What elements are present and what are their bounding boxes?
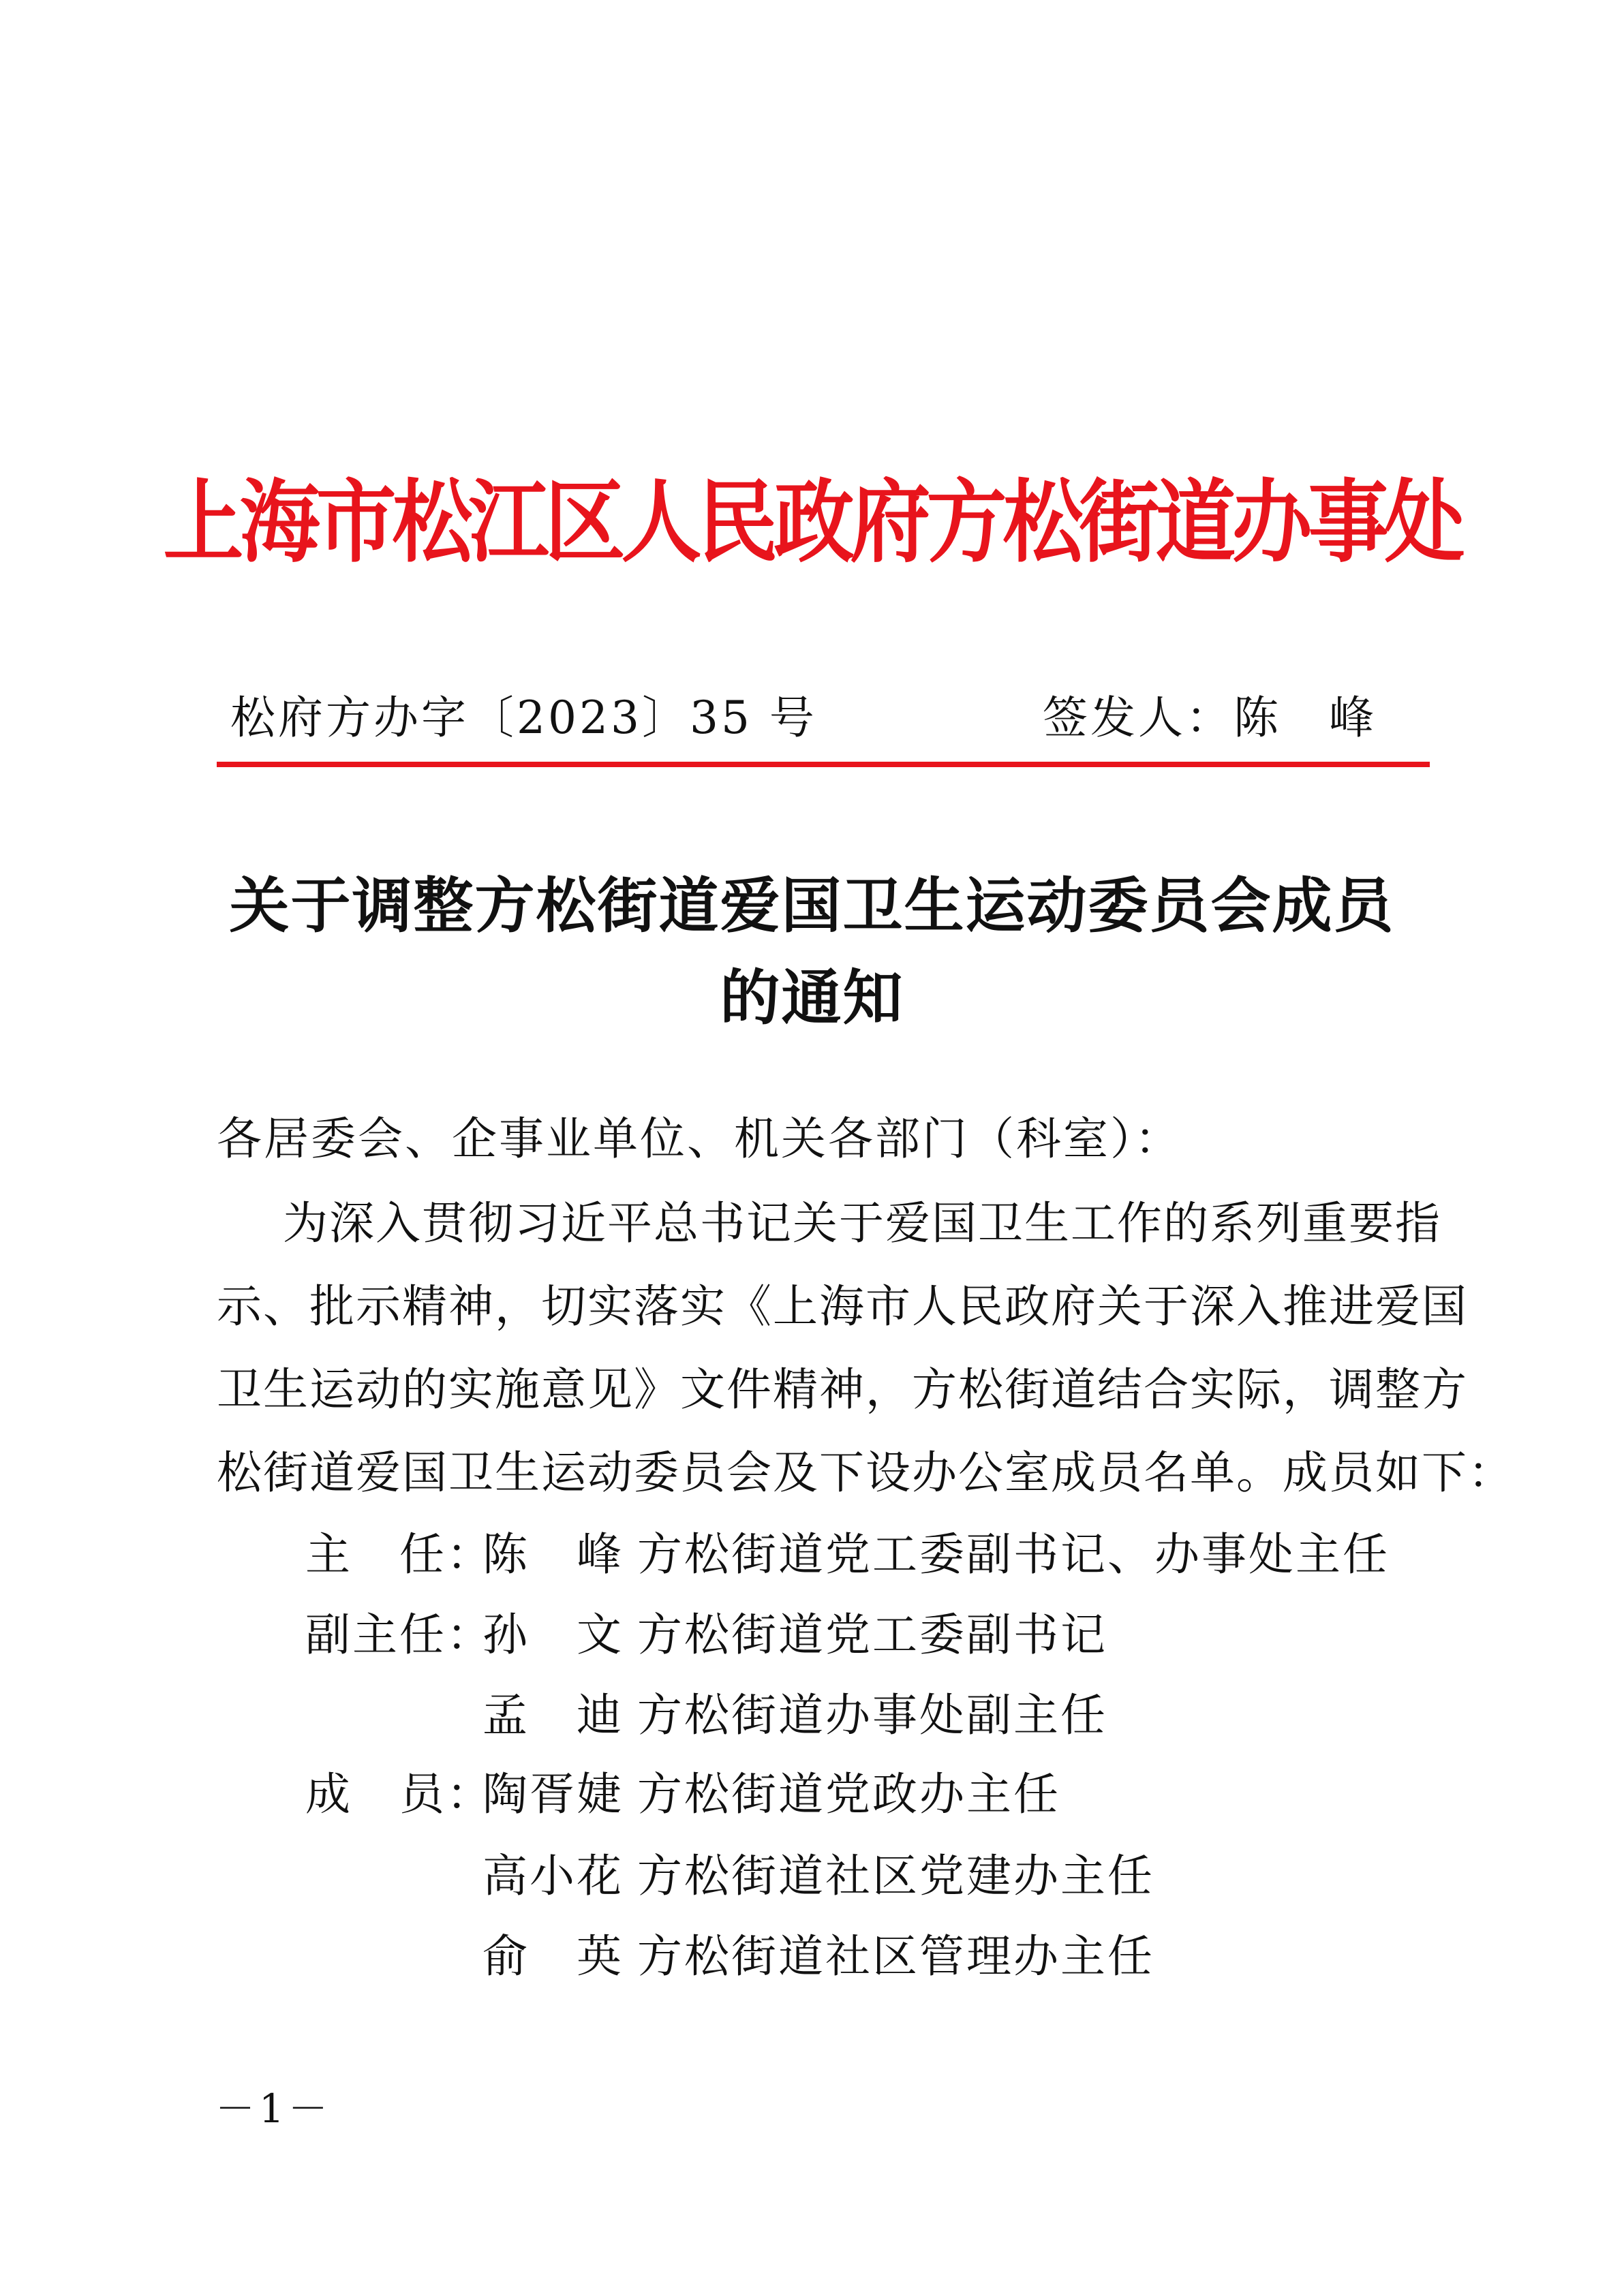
body-text-line: 为深入贯彻习近平总书记关于爱国卫生工作的系列重要指 <box>283 1197 1441 1250</box>
body-text-line: 松街道爱国卫生运动委员会及下设办公室成员名单。成员如下： <box>217 1446 1514 1499</box>
member-position: 方松街道社区管理办主任 <box>637 1930 1154 1983</box>
member-position: 方松街道社区党建办主任 <box>637 1850 1154 1902</box>
issuing-authority-header: 上海市松江区人民政府方松街道办事处 <box>163 469 1461 575</box>
signer: 签发人：陈 峰 <box>1043 692 1377 744</box>
member-role: 副主任： <box>305 1609 493 1661</box>
body-text-line: 示、批示精神，切实落实《上海市人民政府关于深入推进爱国 <box>217 1280 1468 1333</box>
member-position: 方松街道办事处副主任 <box>637 1689 1107 1741</box>
member-role: 成 员： <box>305 1768 493 1820</box>
member-role: 主 任： <box>305 1528 493 1581</box>
member-name: 高小花 <box>482 1850 624 1902</box>
page-number: －1－ <box>215 2085 332 2132</box>
salutation: 各居委会、企事业单位、机关各部门（科室）： <box>217 1113 1182 1165</box>
document-number: 松府方办字〔2023〕35 号 <box>230 692 817 744</box>
member-position: 方松街道党政办主任 <box>637 1768 1060 1820</box>
member-name: 孟 迪 <box>482 1689 624 1741</box>
red-separator-line <box>217 762 1430 767</box>
member-name: 陈 峰 <box>482 1528 624 1581</box>
document-title-line-1: 关于调整方松街道爱国卫生运动委员会成员 <box>229 870 1395 941</box>
member-position: 方松街道党工委副书记、办事处主任 <box>637 1528 1390 1581</box>
member-name: 俞 英 <box>482 1930 624 1983</box>
body-text-line: 卫生运动的实施意见》文件精神，方松街道结合实际，调整方 <box>217 1363 1468 1416</box>
member-position: 方松街道党工委副书记 <box>637 1609 1107 1661</box>
member-name: 陶胥婕 <box>482 1768 624 1820</box>
member-name: 孙 文 <box>482 1609 624 1661</box>
document-title-line-2: 的通知 <box>720 962 904 1033</box>
